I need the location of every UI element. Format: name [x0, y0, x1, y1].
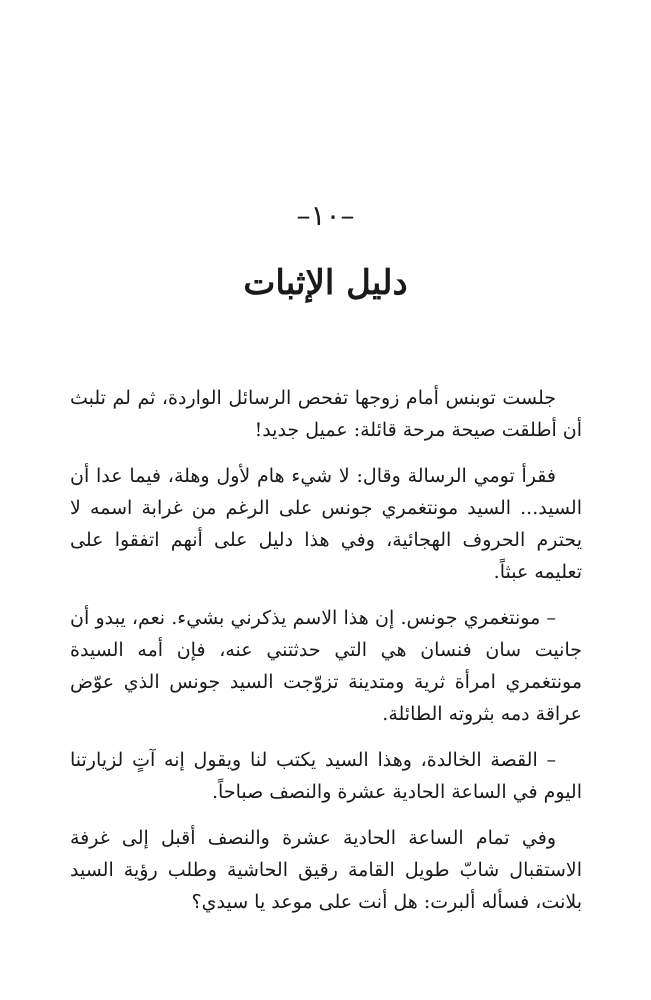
chapter-number: –١٠–	[296, 199, 355, 232]
paragraph: جلست توبنس أمام زوجها تفحص الرسائل الواردة، ثم لم تلبث أن أطلقت صيحة مرحة قائلة: عميل جديد!	[70, 387, 582, 441]
paragraph: فقرأ تومي الرسالة وقال: لا شيء هام لأول وهلة، فيما عدا أن السيد... السيد مونتغمري جونس على الرغم من غرابة اسمه لا يحترم الحروف الهجائية، وفي هذا دليل على أنهم اتفقوا على تعليمه عبثاً.	[70, 465, 582, 583]
chapter-title: دليل الإثبات	[243, 263, 408, 303]
paragraph: – القصة الخالدة، وهذا السيد يكتب لنا ويقول إنه آتٍ لزيارتنا اليوم في الساعة الحادية عشرة والنصف صباحاً.	[70, 749, 582, 803]
chapter-body	[70, 382, 582, 932]
paragraph: وفي تمام الساعة الحادية عشرة والنصف أقبل إلى غرفة الاستقبال شابّ طويل القامة رقيق الحاشية وطلب رؤية السيد بلانت، فسأله ألبرت: هل أنت على موعد يا سيدي؟	[70, 827, 582, 913]
paragraph: – مونتغمري جونس. إن هذا الاسم يذكرني بشيء. نعم، يبدو أن جانيت سان فنسان هي التي حدثتني عنه، فإن أمه السيدة مونتغمري امرأة ثرية ومتدينة تزوّجت السيد جونس الذي عوّض عراقة دمه بثروته الطائلة.	[70, 607, 582, 725]
